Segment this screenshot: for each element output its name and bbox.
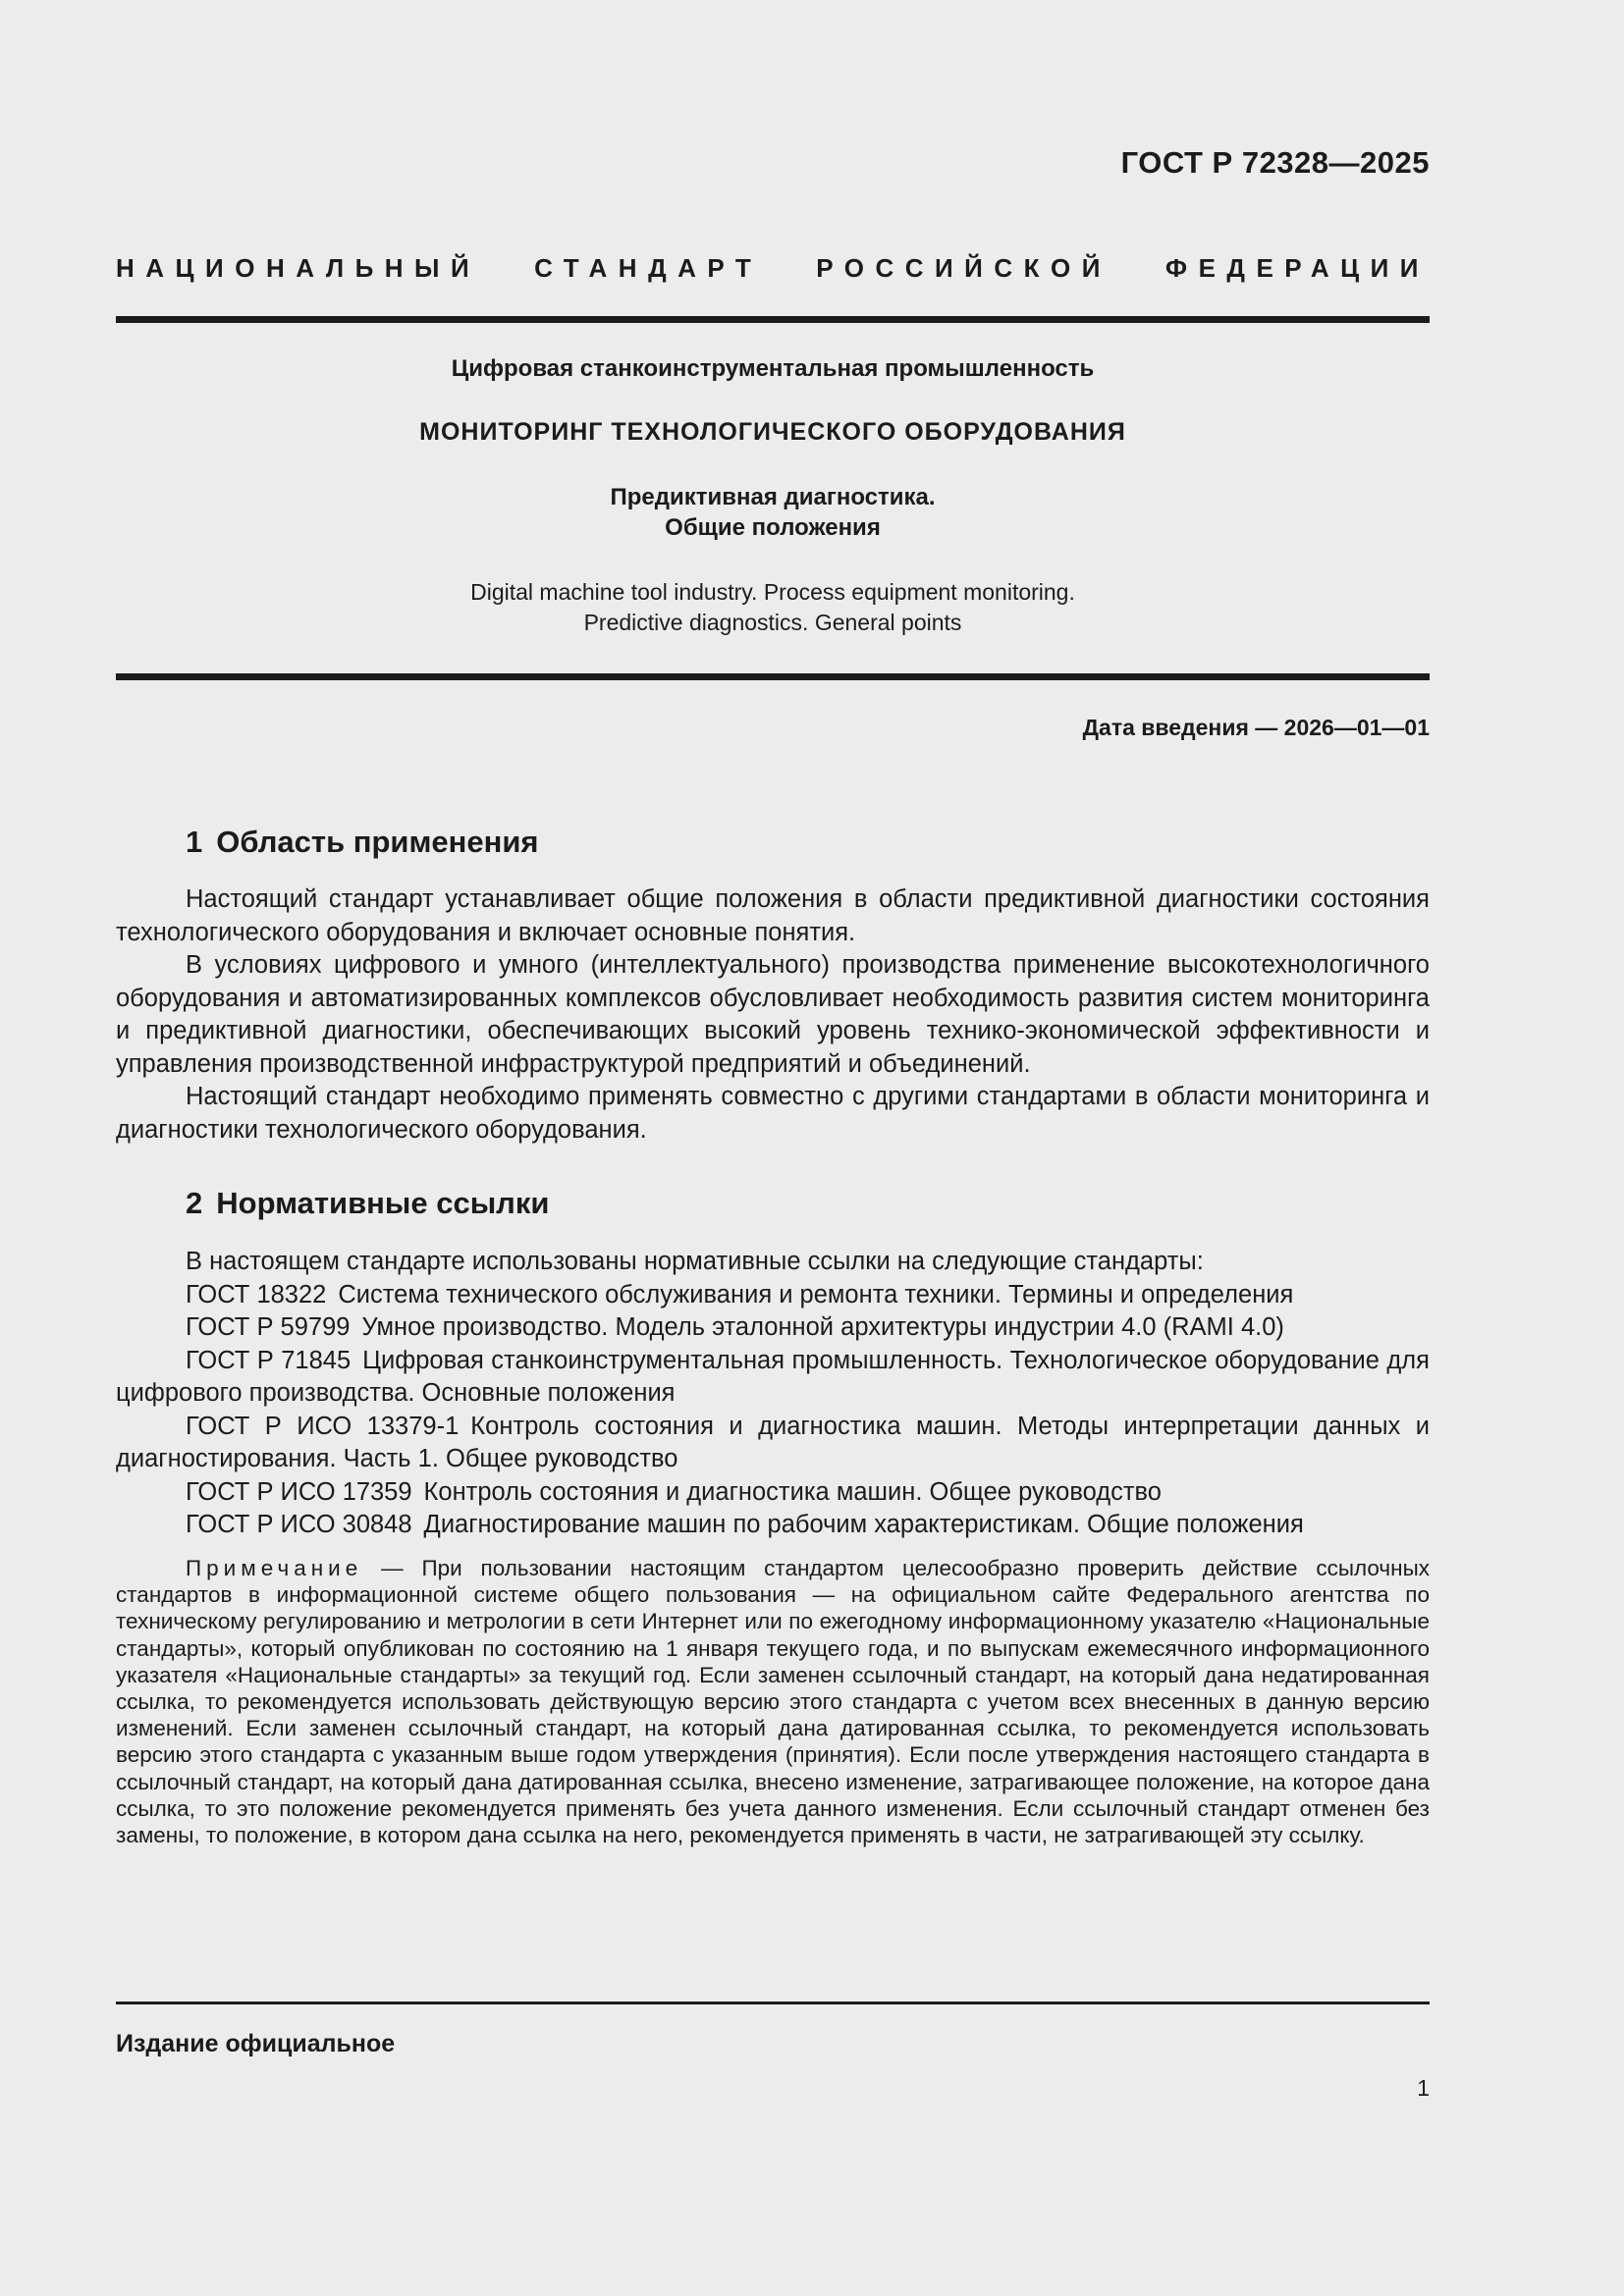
reference-item	[116, 1509, 1430, 1542]
paragraph: В условиях цифрового и умного (интеллектуального) производства применение высокотехнологичного оборудования и автоматизированных комплексов обусловливает необходимость развития систем мониторинга и предиктивной диагностики, обеспечивающих высокий уровень технико-экономической эффективности и управления производственной инфраструктурой предприятий и объединений.	[116, 951, 1430, 1078]
introduction-date: Дата введения — 2026—01—01	[1082, 715, 1430, 740]
reference-item	[116, 1411, 1430, 1476]
industry-title: Цифровая станкоинструментальная промышленность	[451, 355, 1095, 382]
note-block	[116, 1555, 1430, 1848]
english-title	[116, 577, 1430, 638]
reference-item	[116, 1345, 1430, 1411]
references-intro: В настоящем стандарте использованы нормативные ссылки на следующие стандарты:	[186, 1248, 1204, 1275]
section-2-body	[116, 1246, 1430, 1542]
section-title: Нормативные ссылки	[216, 1186, 550, 1220]
section-2-heading	[186, 1186, 549, 1221]
reference-code: ГОСТ Р ИСО 13379-1	[186, 1412, 460, 1440]
sub-title-line-2: Общие положения	[665, 514, 881, 541]
reference-text: Контроль состояния и диагностика машин. Общее руководство	[423, 1477, 1162, 1506]
note-label: Примечание	[186, 1556, 363, 1580]
standard-number: ГОСТ Р 72328—2025	[1120, 145, 1430, 180]
reference-text: Умное производство. Модель эталонной архитектуры индустрии 4.0 (RAMI 4.0)	[361, 1313, 1284, 1341]
section-1-body	[116, 883, 1430, 1147]
reference-code: ГОСТ 18322	[186, 1280, 327, 1308]
paragraph: Настоящий стандарт устанавливает общие положения в области предиктивной диагностики состояния технологического оборудования и включает основные понятия.	[116, 885, 1430, 946]
title-bottom-rule	[116, 673, 1430, 680]
footer-rule	[116, 2002, 1430, 2004]
note-text: — При пользовании настоящим стандартом целесообразно проверить действие ссылочных стандартов в информационной системе общего пользования — на официальном сайте Федерального агентства по техническому регулированию и метрологии в сети Интернет или по ежегодному информационному указателю «Национальные стандарты», который опубликован по состоянию на 1 января текущего года, и по выпускам ежемесячного информационного указателя «Национальные стандарты» за текущий год. Если заменен ссылочный стандарт, на который дана недатированная ссылка, то рекомендуется использовать действующую версию этого стандарта с учетом всех внесенных в данную версию изменений. Если заменен ссылочный стандарт, на который дана датированная ссылка, то рекомендуется использовать версию этого стандарта с указанным выше годом утверждения (принятия). Если после утверждения настоящего стандарта в ссылочный стандарт, на который дана датированная ссылка, внесено изменение, затрагивающее положение, на которое дана ссылка, то это положение рекомендуется применять без учета данного изменения. Если ссылочный стандарт отменен без замены, то положение, в котором дана ссылка на него, рекомендуется применять в части, не затрагивающей эту ссылку.	[116, 1556, 1430, 1848]
reference-text: Диагностирование машин по рабочим характеристикам. Общие положения	[423, 1511, 1304, 1538]
page-number: 1	[1417, 2075, 1430, 2101]
top-rule	[116, 316, 1430, 323]
reference-item	[116, 1476, 1430, 1510]
sub-title-line-1: Предиктивная диагностика.	[610, 484, 936, 510]
reference-text: Цифровая станкоинструментальная промышленность. Технологическое оборудование для цифрового производства. Основные положения	[116, 1346, 1430, 1407]
paragraph: Настоящий стандарт необходимо применять совместно с другими стандартами в области мониторинга и диагностики технологического оборудования.	[116, 1083, 1430, 1144]
national-standard-banner: НАЦИОНАЛЬНЫЙ СТАНДАРТ РОССИЙСКОЙ ФЕДЕРАЦИИ	[116, 253, 1430, 283]
reference-code: ГОСТ Р 59799	[186, 1313, 351, 1341]
section-number: 1	[186, 825, 203, 859]
edition-label: Издание официальное	[116, 2030, 396, 2057]
document-page	[116, 0, 1430, 2296]
reference-text: Система технического обслуживания и ремонта техники. Термины и определения	[338, 1280, 1294, 1308]
reference-item	[116, 1279, 1430, 1312]
english-title-line-1: Digital machine tool industry. Process equipment monitoring.	[470, 579, 1075, 605]
sub-title	[116, 482, 1430, 543]
section-number: 2	[186, 1186, 203, 1220]
english-title-line-2: Predictive diagnostics. General points	[583, 610, 962, 635]
reference-code: ГОСТ Р 71845	[186, 1346, 352, 1374]
reference-item	[116, 1311, 1430, 1345]
reference-code: ГОСТ Р ИСО 30848	[186, 1511, 412, 1538]
section-title: Область применения	[216, 825, 539, 859]
reference-code: ГОСТ Р ИСО 17359	[186, 1477, 412, 1506]
section-1-heading	[186, 825, 539, 860]
main-title: МОНИТОРИНГ ТЕХНОЛОГИЧЕСКОГО ОБОРУДОВАНИЯ	[419, 418, 1126, 446]
reference-text: Контроль состояния и диагностика машин. Методы интерпретации данных и диагностирования. Часть 1. Общее руководство	[116, 1412, 1430, 1472]
